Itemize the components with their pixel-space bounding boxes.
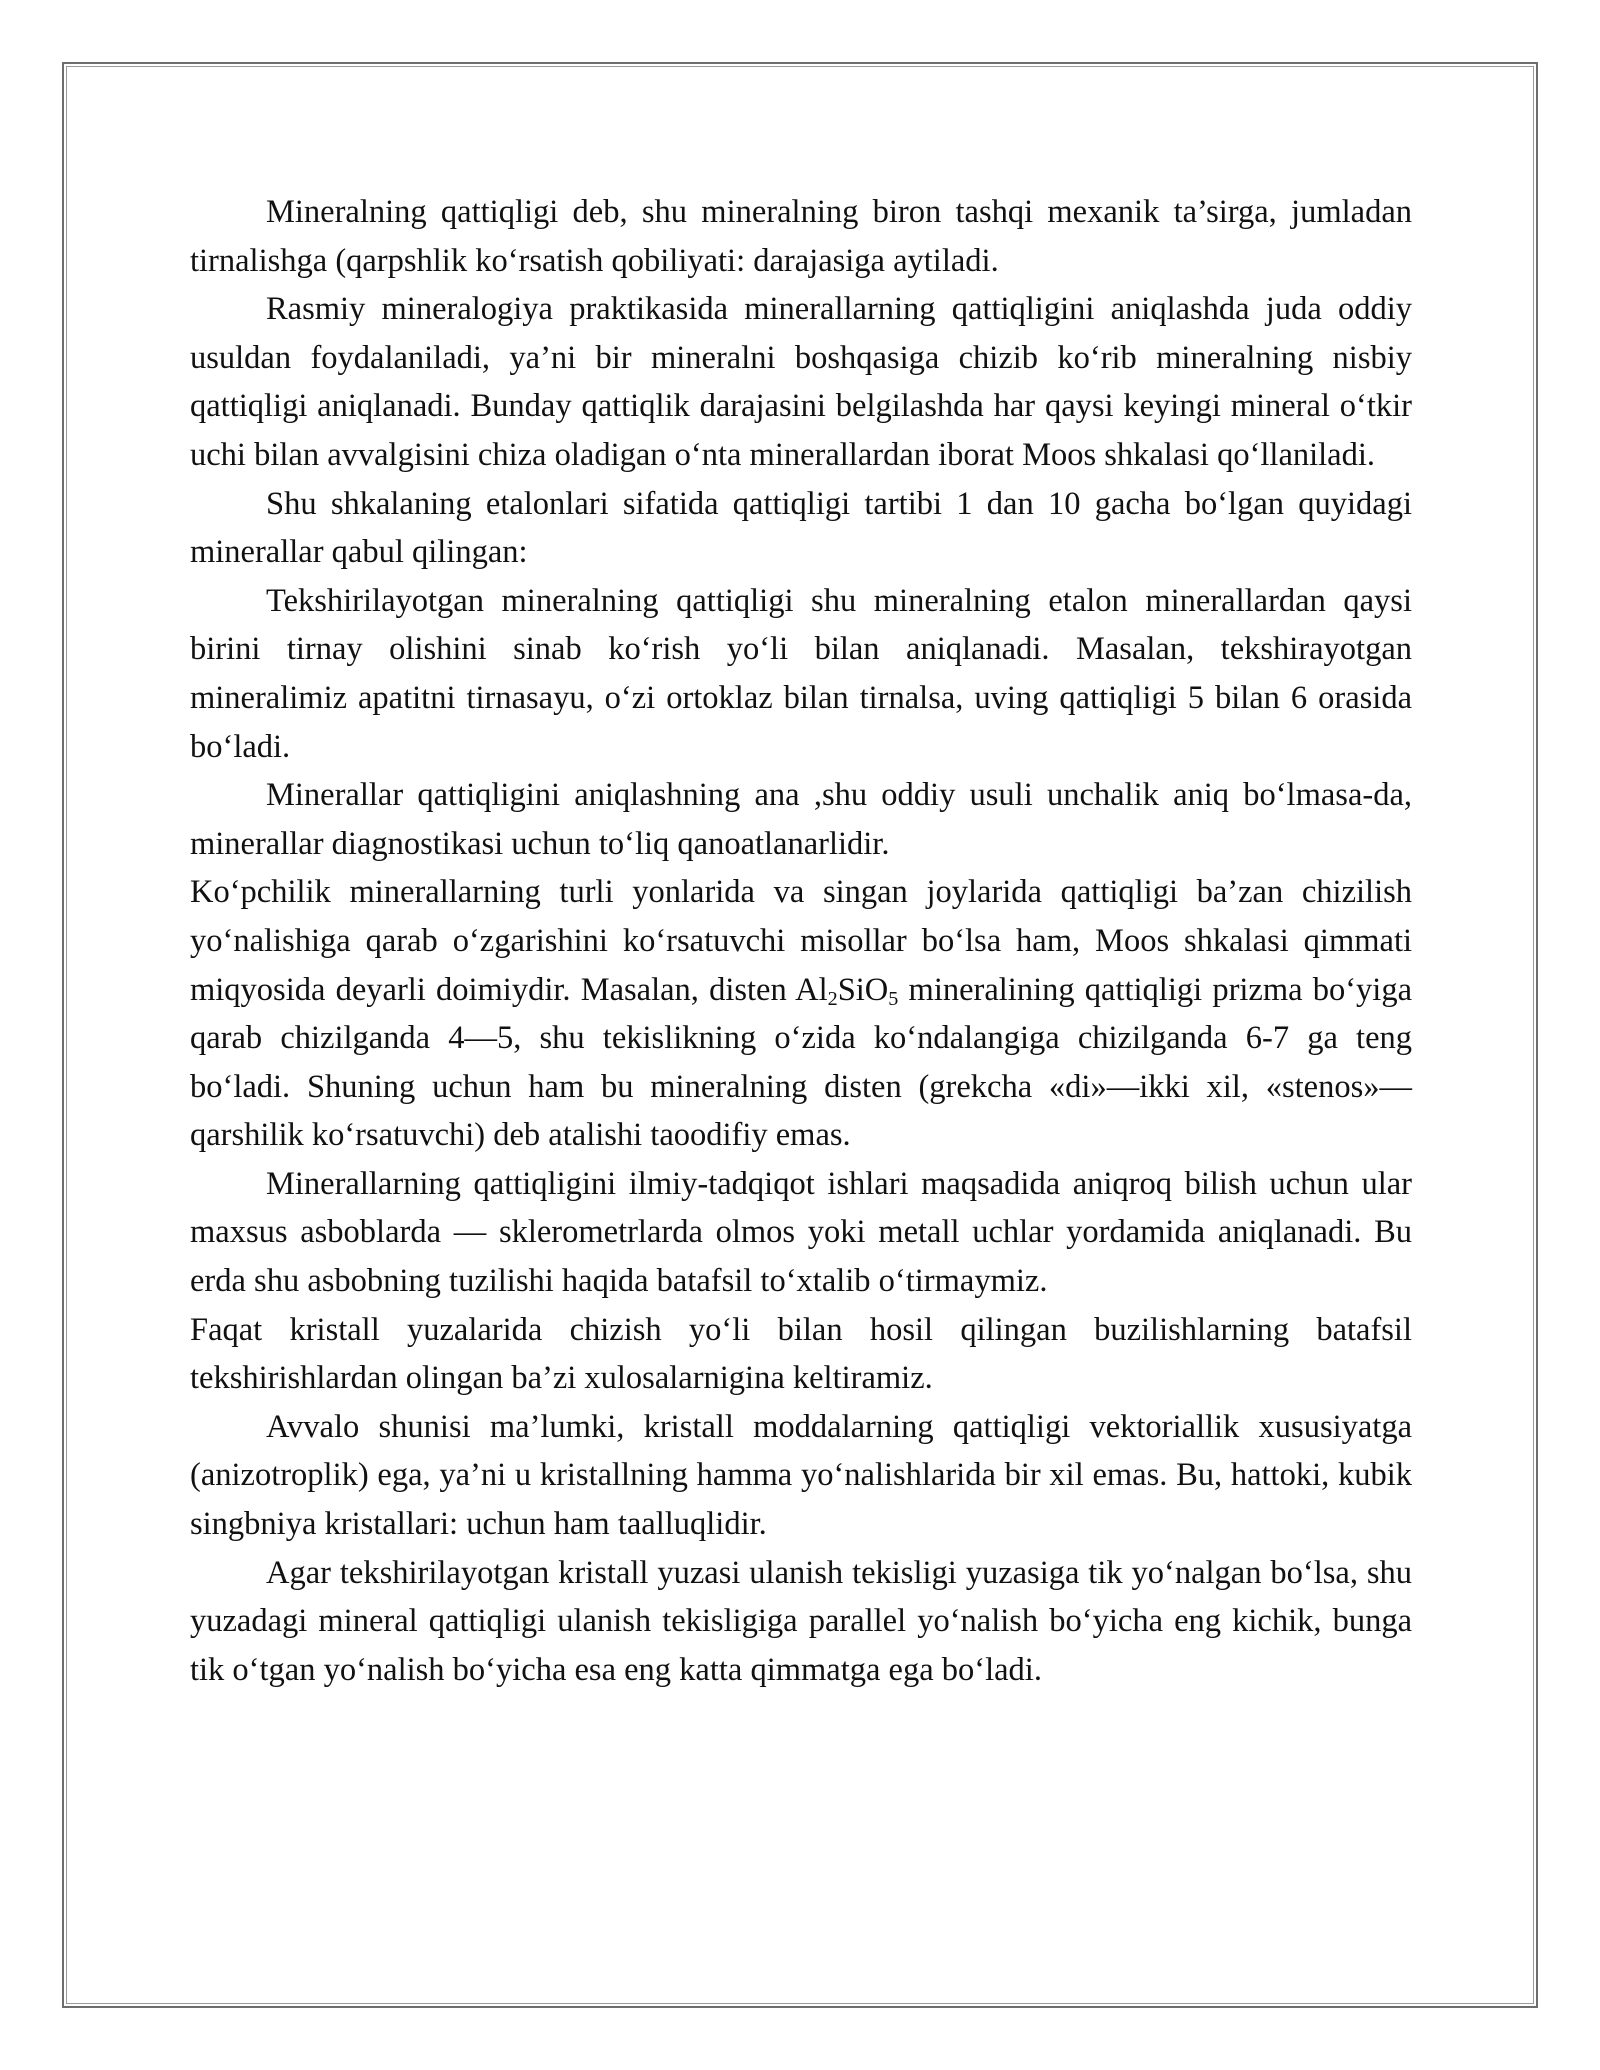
paragraph-6-text-mid: SiO — [837, 971, 889, 1008]
paragraph-8: Faqat kristall yuzalarida chizish yo‘li bilan hosil qilingan buzilishlarning batafsil tekshirishlardan olingan ba’zi xulosalarnigina keltiramiz. — [190, 1311, 1412, 1397]
formula-subscript-al: 2 — [827, 987, 838, 1010]
paragraph-6-text-after: mineralining qattiqligi prizma bo‘yiga qarab chizilganda 4—5, shu tekislikning o‘zida ko‘ndalangiga chizilganda 6-7 ga teng bo‘ladi. Shuning uchun ham bu mineralning disten (grekcha «di»—ikki xil, «stenos»— qarshilik ko‘rsatuvchi) deb atalishi taoodifiy emas. — [190, 971, 1412, 1154]
document-body — [190, 188, 1412, 1694]
paragraph-6-text-before: Ko‘pchilik minerallarning turli yonlarida va singan joylarida qattiqligi ba’zan chizilish yo‘nalishiga qarab o‘zgarishini ko‘rsatuvchi misollar bo‘lsa ham, Moos shkalasi qimmati miqyosida deyarli doimiydir. Masalan, disten Al — [190, 874, 1412, 1008]
paragraph-9: Avvalo shunisi ma’lumki, kristall moddalarning qattiqligi vektoriallik xususiyatga (anizotroplik) ega, ya’ni u kristallning hamma yo‘nalishlarida bir xil emas. Bu, hattoki, kubik singbniya kristallari: uchun ham taalluqlidir. — [190, 1408, 1412, 1543]
paragraph-2: Rasmiy mineralogiya praktikasida minerallarning qattiqligini aniqlashda juda oddiy usuldan foydalaniladi, ya’ni bir mineralni boshqasiga chizib ko‘rib mineralning nisbiy qattiqligi aniqlanadi. Bunday qattiqlik darajasini belgilashda har qaysi keyingi mineral o‘tkir uchi bilan avvalgisini chiza oladigan o‘nta minerallardan iborat Moos shkalasi qo‘llaniladi. — [190, 291, 1412, 473]
paragraph-3: Shu shkalaning etalonlari sifatida qattiqligi tartibi 1 dan 10 gacha bo‘lgan quyidagi minerallar qabul qilingan: — [190, 485, 1412, 571]
formula-subscript-o: 5 — [888, 987, 899, 1010]
paragraph-4: Tekshirilayotgan mineralning qattiqligi shu mineralning etalon minerallardan qaysi birini tirnay olishini sinab ko‘rish yo‘li bilan aniqlanadi. Masalan, tekshirayotgan mineralimiz apatitni tirnasayu, o‘zi ortoklaz bilan tirnalsa, uving qattiqligi 5 bilan 6 orasida bo‘ladi. — [190, 582, 1412, 765]
paragraph-5: Minerallar qattiqligini aniqlashning ana ,shu oddiy usuli unchalik aniq bo‘lmasa-da, minerallar diagnostikasi uchun to‘liq qanoatlanarlidir. — [190, 777, 1412, 862]
paragraph-7: Minerallarning qattiqligini ilmiy-tadqiqot ishlari maqsadida aniqroq bilish uchun ular maxsus asboblarda — sklerometrlarda olmos yoki metall uchlar yordamida aniqlanadi. Bu erda shu asbobning tuzilishi haqida batafsil to‘xtalib o‘tirmaymiz. — [190, 1165, 1412, 1300]
paragraph-6 — [190, 868, 1412, 1160]
paragraph-1: Mineralning qattiqligi deb, shu mineralning biron tashqi mexanik ta’sirga, jumladan tirnalishga (qarpshlik ko‘rsatish qobiliyati: darajasiga aytiladi. — [190, 194, 1412, 279]
paragraph-10: Agar tekshirilayotgan kristall yuzasi ulanish tekisligi yuzasiga tik yo‘nalgan bo‘lsa, shu yuzadagi mineral qattiqligi ulanish tekisligiga parallel yo‘nalish bo‘yicha eng kichik, bunga tik o‘tgan yo‘nalish bo‘yicha esa eng katta qimmatga ega bo‘ladi. — [190, 1554, 1412, 1688]
